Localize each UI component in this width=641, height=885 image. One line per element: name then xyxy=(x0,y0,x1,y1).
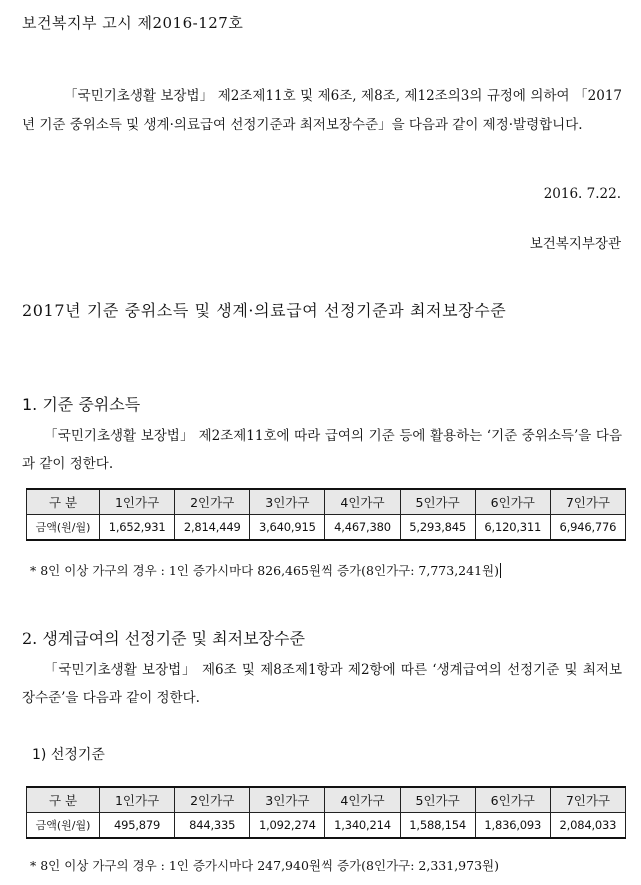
table-header-row xyxy=(27,489,626,515)
table-column-header: 2인가구 xyxy=(175,787,250,813)
section1-paragraph: 「국민기초생활 보장법」 제2조제11호에 따라 급여의 기준 등에 활용하는 ‘기준 중위소득’을 다음과 같이 정한다. xyxy=(22,428,622,472)
table-row-label: 금액(원/월) xyxy=(27,813,100,839)
section2-paragraph: 「국민기초생활 보장법」 제6조 및 제8조제1항과 제2항에 따른 ‘생계급여의 선정기준 및 최저보장수준’을 다음과 같이 정한다. xyxy=(22,662,622,706)
table-cell: 6,946,776 xyxy=(550,515,625,541)
table-column-header: 7인가구 xyxy=(550,787,625,813)
table-column-header: 1인가구 xyxy=(100,489,175,515)
table-cell: 5,293,845 xyxy=(400,515,475,541)
issue-date: 2016. 7.22. xyxy=(543,186,621,202)
table-column-header: 5인가구 xyxy=(400,787,475,813)
table-cell: 2,814,449 xyxy=(175,515,250,541)
livelihood-benefit-table xyxy=(26,786,626,839)
table-cell: 844,335 xyxy=(175,813,250,839)
table-column-header: 2인가구 xyxy=(175,489,250,515)
intro-paragraph: 「국민기초생활 보장법」 제2조제11호 및 제6조, 제8조, 제12조의3의 규정에 의하여 「2017년 기준 중위소득 및 생계·의료급여 선정기준과 최저보장수준」을 다음과 같이 제정·발령합니다. xyxy=(22,88,622,133)
median-income-table xyxy=(26,488,626,541)
table-cell: 6,120,311 xyxy=(475,515,550,541)
table-row xyxy=(27,813,626,839)
table-cell: 1,836,093 xyxy=(475,813,550,839)
table-column-header: 6인가구 xyxy=(475,489,550,515)
table-cell: 1,652,931 xyxy=(100,515,175,541)
table-cell: 2,084,033 xyxy=(550,813,625,839)
table-cell: 1,340,214 xyxy=(325,813,400,839)
table-row-label: 금액(원/월) xyxy=(27,515,100,541)
table-column-header: 3인가구 xyxy=(250,787,325,813)
table-cell: 3,640,915 xyxy=(250,515,325,541)
table-column-header: 6인가구 xyxy=(475,787,550,813)
issuer: 보건복지부장관 xyxy=(529,236,621,252)
section2-heading: 2. 생계급여의 선정기준 및 최저보장수준 xyxy=(22,629,305,648)
table-header-label: 구 분 xyxy=(27,787,100,813)
table-cell: 4,467,380 xyxy=(325,515,400,541)
table-cell: 495,879 xyxy=(100,813,175,839)
main-title: 2017년 기준 중위소득 및 생계·의료급여 선정기준과 최저보장수준 xyxy=(22,301,507,320)
section2-subheading: 1) 선정기준 xyxy=(32,747,105,763)
section1-heading: 1. 기준 중위소득 xyxy=(22,395,141,414)
table-header-row xyxy=(27,787,626,813)
table-row xyxy=(27,515,626,541)
table-column-header: 1인가구 xyxy=(100,787,175,813)
table-cell: 1,092,274 xyxy=(250,813,325,839)
table-header-label: 구 분 xyxy=(27,489,100,515)
section1-footnote xyxy=(30,561,501,579)
table-cell: 1,588,154 xyxy=(400,813,475,839)
table-column-header: 7인가구 xyxy=(550,489,625,515)
section2-footnote: * 8인 이상 가구의 경우 : 1인 증가시마다 247,940원씩 증가(8인가구: 2,331,973원) xyxy=(30,858,499,873)
notice-title: 보건복지부 고시 제2016-127호 xyxy=(22,14,244,32)
table-column-header: 3인가구 xyxy=(250,489,325,515)
table-column-header: 4인가구 xyxy=(325,489,400,515)
table-column-header: 5인가구 xyxy=(400,489,475,515)
text-cursor xyxy=(500,563,501,578)
table-column-header: 4인가구 xyxy=(325,787,400,813)
section1-footnote-text: * 8인 이상 가구의 경우 : 1인 증가시마다 826,465원씩 증가(8인가구: 7,773,241원) xyxy=(30,563,499,578)
